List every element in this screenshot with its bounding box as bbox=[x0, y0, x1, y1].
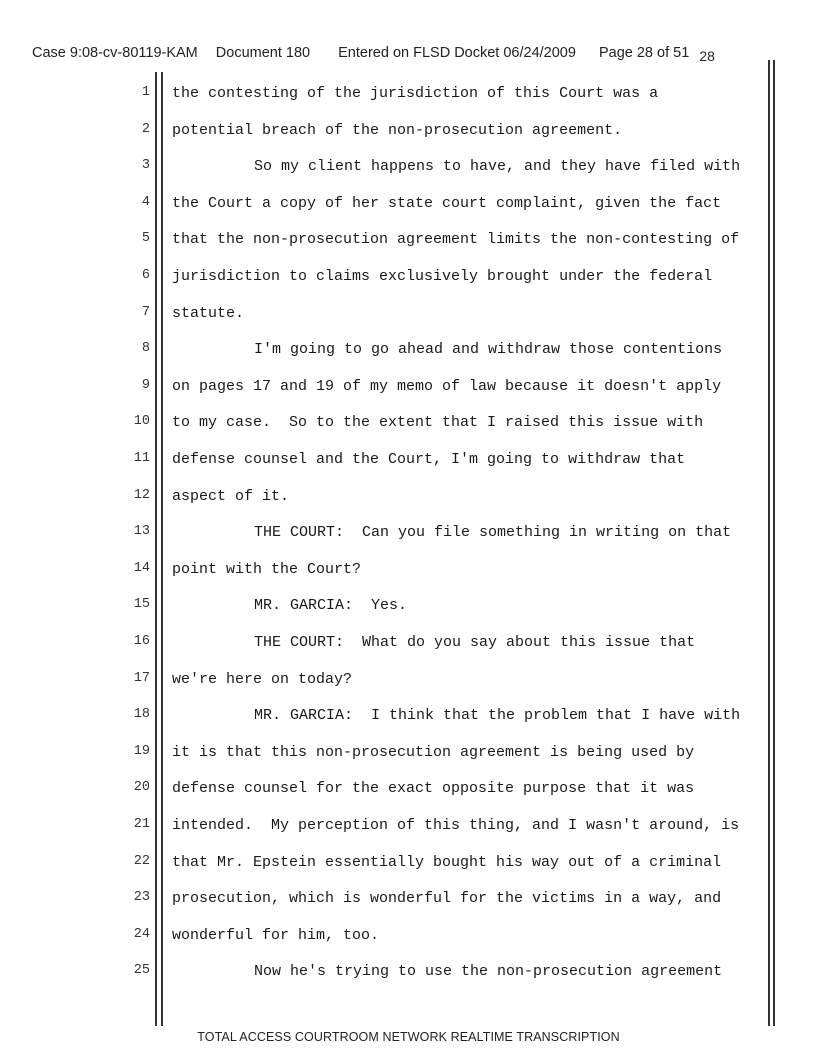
line-text: the Court a copy of her state court complaint, given the fact bbox=[172, 194, 722, 212]
line-text: wonderful for him, too. bbox=[172, 926, 380, 944]
transcript-line bbox=[0, 854, 800, 874]
line-number: 7 bbox=[141, 304, 150, 320]
line-number: 14 bbox=[133, 560, 150, 576]
line-number: 5 bbox=[141, 231, 150, 247]
case-number: Case 9:08-cv-80119-KAM bbox=[32, 45, 198, 61]
line-text: intended. My perception of this thing, and I wasn't around, is bbox=[172, 817, 740, 834]
page-header bbox=[32, 44, 772, 64]
line-number: 11 bbox=[133, 451, 150, 466]
line-number: 9 bbox=[141, 377, 150, 393]
line-text: that the non-prosecution agreement limits the non-contesting of bbox=[172, 231, 740, 249]
transcript-footer: TOTAL ACCESS COURTROOM NETWORK REALTIME TRANSCRIPTION bbox=[197, 1030, 620, 1044]
line-text: THE COURT: Can you file something in writing on that bbox=[254, 524, 732, 542]
line-number: 18 bbox=[133, 707, 150, 723]
transcript-line bbox=[0, 414, 800, 434]
transcript-line bbox=[0, 268, 800, 288]
line-text: potential breach of the non-prosecution agreement. bbox=[172, 121, 623, 139]
line-text: we're here on today? bbox=[172, 670, 353, 688]
transcript-line bbox=[0, 158, 800, 178]
transcript-page-number: 28 bbox=[699, 48, 715, 64]
document-number: Document 180 bbox=[215, 45, 311, 61]
transcript-line bbox=[0, 927, 800, 947]
left-margin-rule bbox=[155, 72, 157, 1026]
line-number: 6 bbox=[141, 268, 150, 283]
line-text: defense counsel for the exact opposite purpose that it was bbox=[172, 780, 695, 798]
line-number: 20 bbox=[133, 780, 150, 796]
transcript-line bbox=[0, 963, 800, 983]
left-margin-rule bbox=[161, 72, 163, 1026]
line-number: 12 bbox=[133, 487, 150, 503]
line-text: MR. GARCIA: I think that the problem that I have with bbox=[254, 707, 741, 725]
line-text: the contesting of the jurisdiction of this Court was a bbox=[172, 85, 659, 102]
line-number: 15 bbox=[133, 597, 150, 613]
line-text: statute. bbox=[172, 304, 245, 322]
transcript-line bbox=[0, 524, 800, 544]
page-of-total: Page 28 of 51 bbox=[598, 45, 690, 61]
line-number: 8 bbox=[141, 341, 150, 357]
line-number: 2 bbox=[141, 121, 150, 137]
transcript-line bbox=[0, 305, 800, 325]
transcript-line bbox=[0, 231, 800, 251]
line-number: 10 bbox=[133, 414, 150, 430]
line-text: prosecution, which is wonderful for the victims in a way, and bbox=[172, 890, 722, 908]
transcript-line bbox=[0, 488, 800, 508]
line-text: So my client happens to have, and they have filed with bbox=[254, 158, 741, 176]
transcript-line bbox=[0, 451, 800, 471]
transcript-line bbox=[0, 890, 800, 910]
transcript-line bbox=[0, 707, 800, 727]
transcript-line bbox=[0, 561, 800, 581]
line-text: I'm going to go ahead and withdraw those contentions bbox=[254, 341, 723, 359]
transcript-line bbox=[0, 195, 800, 215]
transcript-line bbox=[0, 122, 800, 142]
line-text: on pages 17 and 19 of my memo of law because it doesn't apply bbox=[172, 377, 722, 395]
transcript-line bbox=[0, 780, 800, 800]
line-number: 25 bbox=[133, 963, 150, 979]
line-text: MR. GARCIA: Yes. bbox=[254, 597, 408, 615]
line-number: 22 bbox=[133, 853, 150, 869]
line-text: to my case. So to the extent that I raised this issue with bbox=[172, 414, 704, 432]
line-number: 19 bbox=[133, 743, 150, 759]
line-number: 4 bbox=[141, 194, 150, 210]
line-text: that Mr. Epstein essentially bought his way out of a criminal bbox=[172, 853, 722, 871]
line-text: jurisdiction to claims exclusively brought under the federal bbox=[172, 268, 713, 285]
line-number: 24 bbox=[133, 926, 150, 942]
transcript-line bbox=[0, 597, 800, 617]
transcript-line bbox=[0, 634, 800, 654]
line-number: 1 bbox=[141, 85, 150, 100]
line-text: Now he's trying to use the non-prosecution agreement bbox=[254, 963, 723, 981]
docket-entry-date: Entered on FLSD Docket 06/24/2009 bbox=[338, 45, 576, 61]
line-text: aspect of it. bbox=[172, 487, 290, 505]
line-number: 21 bbox=[133, 817, 150, 832]
line-number: 13 bbox=[133, 524, 150, 540]
transcript-line bbox=[0, 378, 800, 398]
transcript-line bbox=[0, 744, 800, 764]
line-text: defense counsel and the Court, I'm going to withdraw that bbox=[172, 451, 686, 468]
transcript-line bbox=[0, 341, 800, 361]
line-number: 16 bbox=[133, 634, 150, 649]
transcript-line bbox=[0, 671, 800, 691]
line-number: 3 bbox=[141, 158, 150, 174]
line-text: point with the Court? bbox=[172, 560, 362, 578]
transcript-line bbox=[0, 85, 800, 105]
line-number: 17 bbox=[133, 670, 150, 686]
line-text: THE COURT: What do you say about this issue that bbox=[254, 634, 696, 651]
line-text: it is that this non-prosecution agreement is being used by bbox=[172, 743, 695, 761]
line-number: 23 bbox=[133, 890, 150, 906]
transcript-line bbox=[0, 817, 800, 837]
